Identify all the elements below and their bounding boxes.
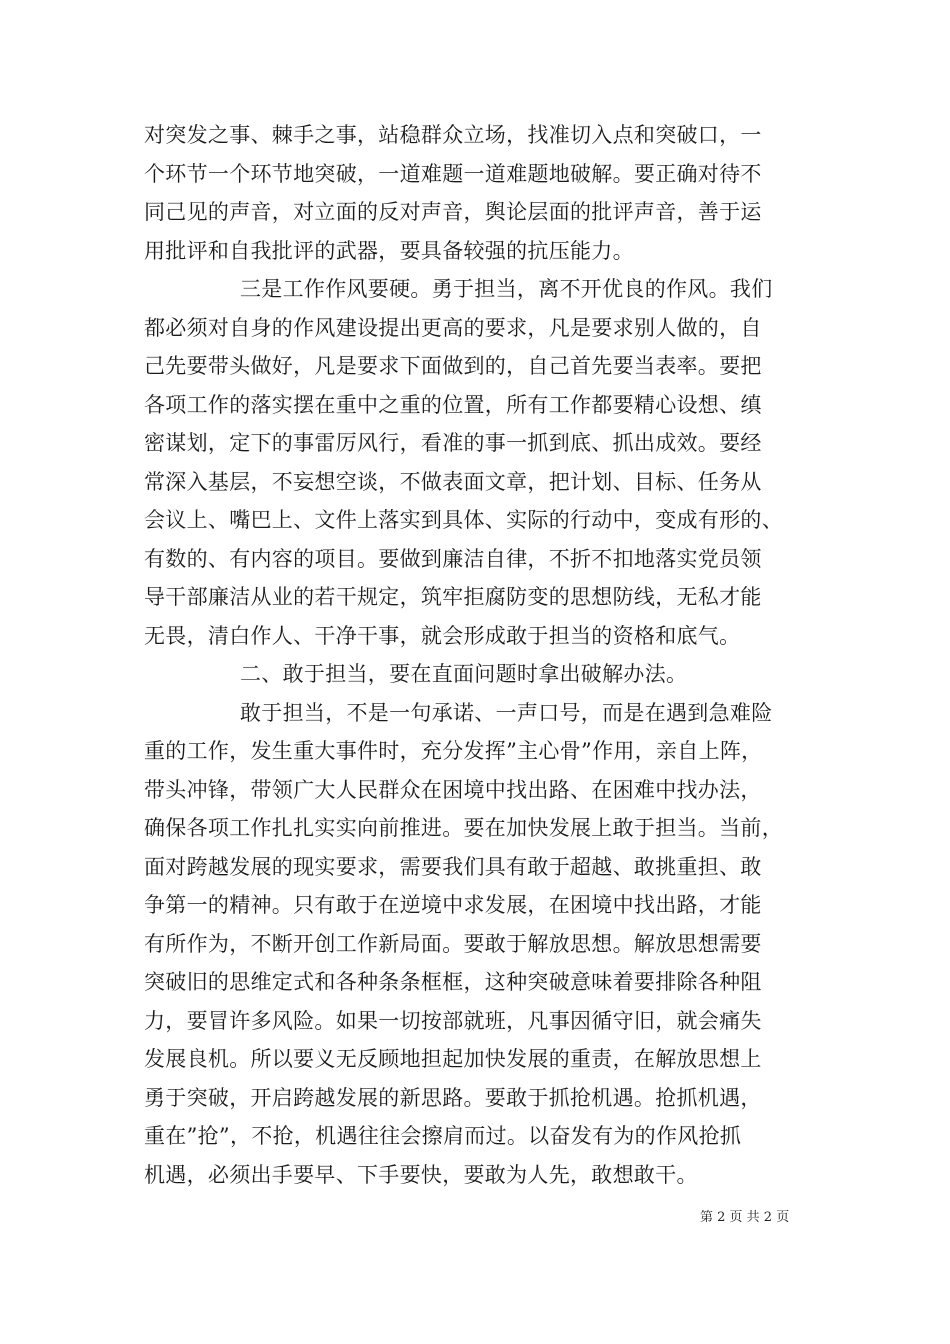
text-line: 勇于突破，开启跨越发展的新思路。要敢于抓抢机遇。抢抓机遇， [144,1085,762,1110]
text-line: 敢于担当，不是一句承诺、一声口号，而是在遇到急难险 [240,700,773,725]
text-line: 重的工作，发生重大事件时，充分发挥”主心骨”作用，亲自上阵， [144,739,763,763]
text-line: 都必须对自身的作风建设提出更高的要求，凡是要求别人做的，自 [144,315,762,340]
text-line: 面对跨越发展的现实要求，需要我们具有敢于超越、敢挑重担、敢 [144,854,762,879]
text-line: 发展良机。所以要义无反顾地担起加快发展的重责，在解放思想上 [144,1047,762,1071]
text-line: 有所作为，不断开创工作新局面。要敢于解放思想。解放思想需要 [144,931,762,956]
text-line: 机遇，必须出手要早、下手要快，要敢为人先，敢想敢干。 [144,1162,698,1187]
text-line: 力，要冒许多风险。如果一切按部就班，凡事因循守旧，就会痛失 [144,1008,762,1033]
text-line: 导干部廉洁从业的若干规定，筑牢拒腐防变的思想防线，无私才能 [144,585,762,609]
text-line: 突破旧的思维定式和各种条条框框，这种突破意味着要排除各种阻 [144,970,762,994]
text-line: 密谋划，定下的事雷厉风行，看准的事一抓到底、抓出成效。要经 [144,431,762,455]
text-line: 各项工作的落实摆在重中之重的位置，所有工作都要精心设想、缜 [144,392,762,417]
text-line: 常深入基层，不妄想空谈，不做表面文章，把计划、目标、任务从 [144,469,762,494]
text-line: 有数的、有内容的项目。要做到廉洁自律，不折不扣地落实党员领 [144,546,762,571]
text-line: 争第一的精神。只有敢于在逆境中求发展，在困境中找出路，才能 [144,893,762,917]
text-line: 三是工作作风要硬。勇于担当，离不开优良的作风。我们 [240,277,773,301]
text-line: 无畏，清白作人、干净干事，就会形成敢于担当的资格和底气。 [144,623,741,648]
text-line: 重在”抢”，不抢，机遇往往会擦肩而过。以奋发有为的作风抢抓 [144,1124,742,1148]
text-line: 带头冲锋，带领广大人民群众在困境中找出路、在困难中找办法， [144,777,762,802]
text-line: 会议上、嘴巴上、文件上落实到具体、实际的行动中，变成有形的、 [144,508,783,532]
text-line: 用批评和自我批评的武器，要具备较强的抗压能力。 [144,238,634,263]
text-line: 确保各项工作扎扎实实向前推进。要在加快发展上敢于担当。当前， [144,816,783,840]
text-line: 同己见的声音，对立面的反对声音，舆论层面的批评声音，善于运 [144,200,762,224]
body-text [144,116,824,1194]
page-number: 第 2 页 共 2 页 [700,1210,790,1225]
text-line: 己先要带头做好，凡是要求下面做到的，自己首先要当表率。要把 [144,354,762,378]
text-line: 个环节一个环节地突破，一道难题一道难题地破解。要正确对待不 [144,161,762,186]
text-line: 对突发之事、棘手之事，站稳群众立场，找准切入点和突破口，一 [144,123,762,147]
text-line: 二、敢于担当，要在直面问题时拿出破解办法。 [240,662,688,686]
paragraph-block [144,116,824,1194]
